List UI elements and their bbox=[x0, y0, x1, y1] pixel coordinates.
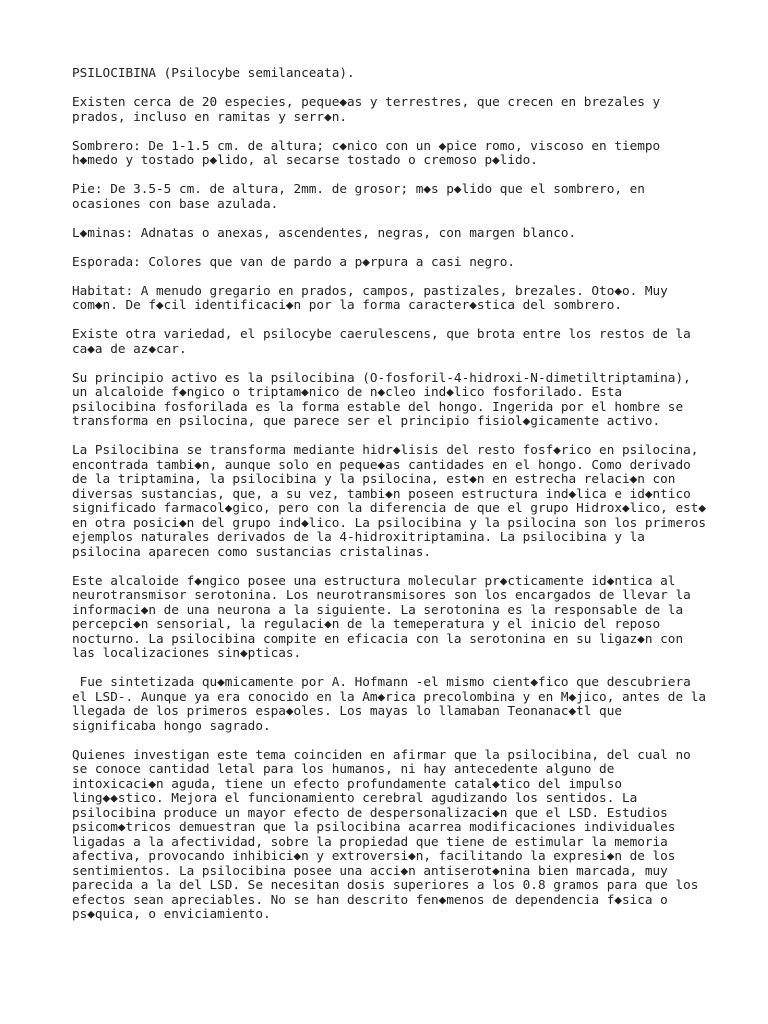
document-page bbox=[72, 66, 712, 936]
paragraph-laminas: L◆minas: Adnatas o anexas, ascendentes, negras, con margen blanco. bbox=[72, 224, 577, 240]
paragraph-variety: Existe otra variedad, el psilocybe caerulescens, que brota entre los restos de la ca◆a de az◆car. bbox=[72, 326, 691, 356]
paragraph-hofmann: Fue sintetizada qu◆micamente por A. Hofmann -el mismo cient◆fico que descubriera el LSD-. Aunque ya era conocido en la Am◆rica precolombina y en M◆jico, antes de la llegada de los primeros espa◆oles. Los mayas lo llamaban Teonanac◆tl que significaba hongo sagrado. bbox=[72, 674, 706, 733]
paragraph-hydrolysis: La Psilocibina se transforma mediante hidr◆lisis del resto fosf◆rico en psilocina, encontrada tambi◆n, aunque solo en peque◆as cantidades en el hongo. Como derivado de la triptamina, la psilocibina y la psilocina, est◆n en estrecha relaci◆n con diversas sustancias, que, a su vez, tambi◆n poseen estructura ind◆lica e id◆ntico significado farmacol◆gico, pero con la diferencia de que el grupo Hidrox◆lico, est◆ en otra posici◆n del grupo ind◆lico. La psilocibina y la psilocina son los primeros ejemplos naturales derivados de la 4-hidroxitriptamina. La psilocibina y la psilocina aparecen como sustancias cristalinas. bbox=[72, 442, 706, 559]
paragraph-sombrero: Sombrero: De 1-1.5 cm. de altura; c◆nico con un ◆pice romo, viscoso en tiempo h◆medo y tostado p◆lido, al secarse tostado o cremoso p◆lido. bbox=[72, 137, 661, 167]
paragraph-habitat: Habitat: A menudo gregario en prados, campos, pastizales, brezales. Oto◆o. Muy com◆n. De f◆cil identificaci◆n por la forma caracter◆stica del sombrero. bbox=[72, 282, 668, 312]
document-title: PSILOCIBINA (Psilocybe semilanceata). bbox=[72, 65, 355, 80]
paragraph-pie: Pie: De 3.5-5 cm. de altura, 2mm. de grosor; m◆s p◆lido que el sombrero, en ocasiones con base azulada. bbox=[72, 181, 645, 211]
paragraph-active-principle: Su principio activo es la psilocibina (O-fosforil-4-hidroxi-N-dimetiltriptamina), un alcaloide f◆ngico o triptam◆nico de n◆cleo ind◆lico fosforilado. Esta psilocibina fosforilada es la forma estable del hongo. Ingerida por el hombre se transforma en psilocina, que parece ser el principio fisiol◆gicamente activo. bbox=[72, 369, 691, 428]
paragraph-species: Existen cerca de 20 especies, peque◆as y terrestres, que crecen en brezales y prados, incluso en ramitas y serr◆n. bbox=[72, 94, 661, 124]
paragraph-effects: Quienes investigan este tema coinciden en afirmar que la psilocibina, del cual no se conoce cantidad letal para los humanos, ni hay antecedente alguno de intoxicaci◆n aguda, tiene un efecto profundamente catal◆tico del impulso ling◆◆stico. Mejora el funcionamiento cerebral agudizando los sentidos. La psilocibina produce un mayor efecto de despersonalizaci◆n que el LSD. Estudios psicom◆tricos demuestran que la psilocibina acarrea modificaciones individuales ligadas a la afectividad, sobre la propiedad que tiene de estimular la memoria afectiva, provocando inhibici◆n y extroversi◆n, facilitando la expresi◆n de los sentimientos. La psilocibina posee una acci◆n antiserot◆nina bien marcada, muy parecida a la del LSD. Se necesitan dosis superiores a los 0.8 gramos para que los efectos sean apreciables. No se han descrito fen◆menos de dependencia f◆sica o ps◆quica, o enviciamiento. bbox=[72, 746, 699, 921]
paragraph-esporada: Esporada: Colores que van de pardo a p◆rpura a casi negro. bbox=[72, 253, 516, 269]
paragraph-serotonin: Este alcaloide f◆ngico posee una estructura molecular pr◆cticamente id◆ntica al neurotransmisor serotonina. Los neurotransmisores son los encargados de llevar la informaci◆n de una neurona a la siguiente. La serotonina es la responsable de la percepci◆n sensorial, la regulaci◆n de la temeperatura y el inicio del reposo nocturno. La psilocibina compite en eficacia con la serotonina en su ligaz◆n con las localizaciones sin◆pticas. bbox=[72, 572, 691, 660]
